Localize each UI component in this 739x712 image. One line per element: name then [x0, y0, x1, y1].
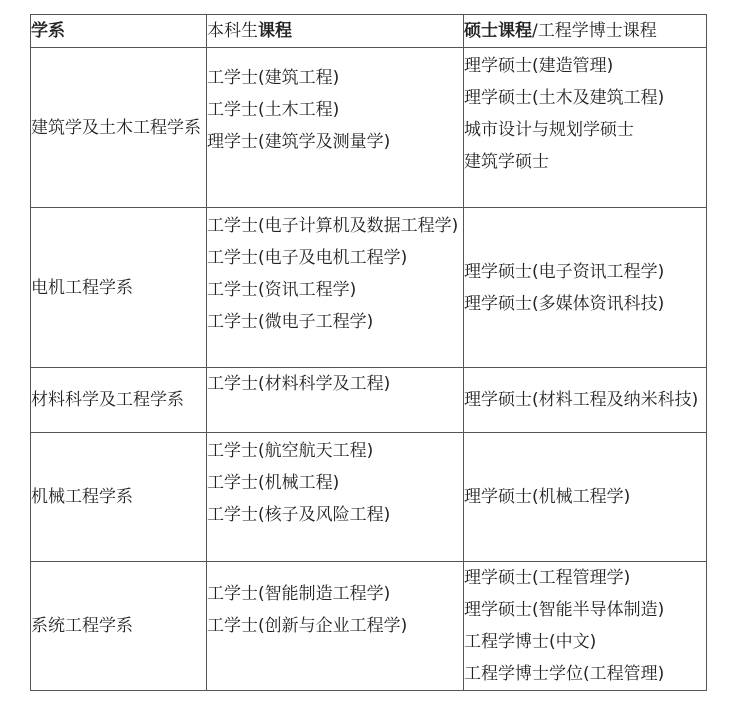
- undergrad-programme: 工学士(机械工程): [207, 473, 340, 493]
- graduate-programme: 理学硕士(工程管理学): [464, 568, 631, 588]
- graduate-programme: 城市设计与规划学硕士: [464, 120, 634, 140]
- undergrad-programme: 工学士(航空航天工程): [207, 441, 374, 461]
- graduate-cell: [464, 562, 707, 691]
- header-graduate: [464, 15, 707, 48]
- graduate-programme: 理学硕士(土木及建筑工程): [464, 88, 665, 108]
- graduate-cell: [464, 368, 707, 433]
- undergrad-programme: 工学士(建筑工程): [207, 68, 340, 88]
- header-department: [31, 15, 207, 48]
- department-cell: [31, 48, 207, 208]
- graduate-programme: 理学硕士(材料工程及纳米科技): [464, 390, 699, 410]
- programme-table: [30, 14, 707, 691]
- graduate-programme: 理学硕士(建造管理): [464, 56, 614, 76]
- graduate-cell: [464, 208, 707, 368]
- table-row: [31, 562, 707, 691]
- undergrad-programme: 工学士(土木工程): [207, 100, 340, 120]
- department-name: 电机工程学系: [31, 277, 133, 298]
- table-row: [31, 208, 707, 368]
- department-cell: [31, 562, 207, 691]
- programme-table-container: [30, 14, 706, 691]
- undergrad-programme: 工学士(微电子工程学): [207, 312, 374, 332]
- header-graduate-rest: /工程学博士课程: [532, 21, 657, 41]
- undergrad-cell: [207, 562, 464, 691]
- header-undergrad-bold: 课程: [258, 21, 292, 41]
- undergrad-programme: 工学士(电子计算机及数据工程学): [207, 216, 459, 236]
- department-name: 系统工程学系: [31, 616, 133, 636]
- department-cell: [31, 433, 207, 562]
- table-row: [31, 48, 707, 208]
- undergrad-cell: [207, 368, 464, 433]
- undergrad-cell: [207, 433, 464, 562]
- department-cell: [31, 368, 207, 433]
- undergrad-programme: 工学士(电子及电机工程学): [207, 248, 408, 268]
- undergrad-cell: [207, 48, 464, 208]
- undergrad-programme: 工学士(核子及风险工程): [207, 505, 391, 525]
- graduate-programme: 理学硕士(机械工程学): [464, 487, 631, 507]
- graduate-programme: 工程学博士学位(工程管理): [464, 664, 665, 684]
- header-undergrad-prefix: 本科生: [207, 21, 258, 41]
- header-department-label: 学系: [31, 21, 65, 41]
- department-name: 材料科学及工程学系: [31, 390, 184, 410]
- undergrad-programme: 工学士(资讯工程学): [207, 280, 357, 300]
- graduate-programme: 建筑学硕士: [464, 152, 549, 172]
- department-name: 建筑学及土木工程学系: [31, 117, 201, 138]
- undergrad-programme: 理学士(建筑学及测量学): [207, 132, 391, 152]
- undergrad-cell: [207, 208, 464, 368]
- graduate-cell: [464, 433, 707, 562]
- undergrad-programme: 工学士(智能制造工程学): [207, 584, 391, 604]
- table-row: [31, 433, 707, 562]
- department-cell: [31, 208, 207, 368]
- undergrad-programme: 工学士(材料科学及工程): [207, 374, 391, 394]
- graduate-programme: 理学硕士(电子资讯工程学): [464, 261, 665, 282]
- table-header-row: [31, 15, 707, 48]
- header-graduate-bold: 硕士课程: [464, 21, 532, 41]
- table-row: [31, 368, 707, 433]
- graduate-cell: [464, 48, 707, 208]
- header-undergrad: [207, 15, 464, 48]
- department-name: 机械工程学系: [31, 487, 133, 507]
- undergrad-programme: 工学士(创新与企业工程学): [207, 616, 408, 636]
- graduate-programme: 理学硕士(多媒体资讯科技): [464, 293, 665, 314]
- graduate-programme: 理学硕士(智能半导体制造): [464, 600, 665, 620]
- graduate-programme: 工程学博士(中文): [464, 632, 597, 652]
